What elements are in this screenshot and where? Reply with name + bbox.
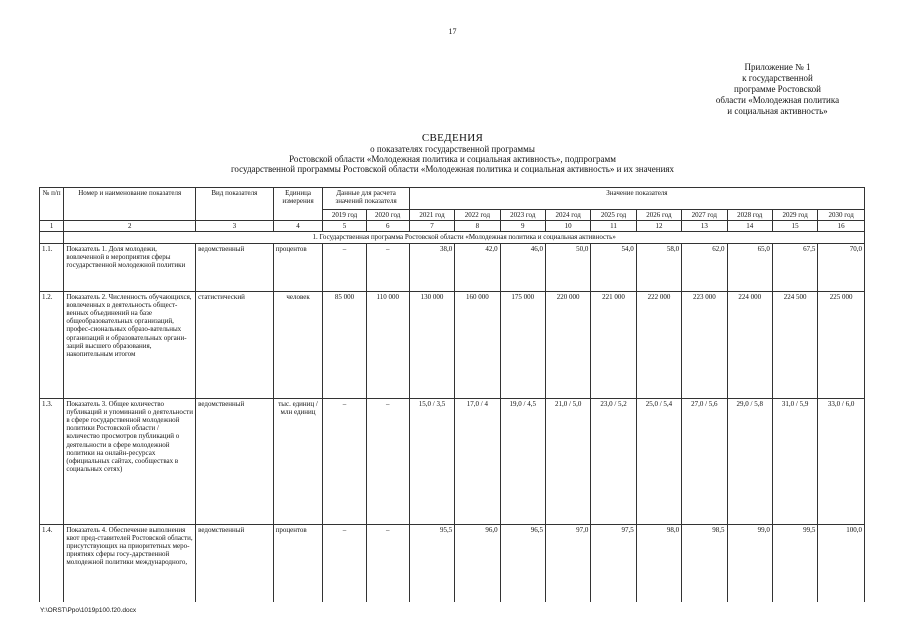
header-name: Номер и наименование показателя — [64, 188, 196, 221]
row-value: 17,0 / 4 — [455, 398, 500, 524]
annex-line: программе Ростовской — [734, 84, 821, 94]
row-value: 65,0 — [727, 243, 772, 291]
row-value: 50,0 — [545, 243, 590, 291]
row-value: 67,5 — [772, 243, 817, 291]
row-value: 160 000 — [455, 291, 500, 398]
annex-block — [690, 62, 865, 117]
row-value: 99,0 — [727, 524, 772, 602]
header-year: 2019 год — [323, 210, 366, 221]
col-number: 6 — [366, 221, 409, 232]
row-value: 97,0 — [545, 524, 590, 602]
row-value: 222 000 — [636, 291, 681, 398]
header-year: 2021 год — [409, 210, 454, 221]
header-year: 2024 год — [545, 210, 590, 221]
col-number: 14 — [727, 221, 772, 232]
row-value: 130 000 — [409, 291, 454, 398]
annex-line: Приложение № 1 — [744, 62, 811, 72]
header-year: 2020 год — [366, 210, 409, 221]
col-number: 8 — [455, 221, 500, 232]
document-subtitle-line: Ростовской области «Молодежная политика и социальная активность», подпрограмм — [289, 154, 616, 164]
page-number: 17 — [448, 27, 457, 36]
header-year: 2027 год — [682, 210, 727, 221]
row-value: – — [323, 524, 366, 602]
table-row — [40, 243, 865, 291]
header-year: 2026 год — [636, 210, 681, 221]
row-value: 58,0 — [636, 243, 681, 291]
section-empty — [40, 232, 64, 243]
col-number: 15 — [772, 221, 817, 232]
row-value: – — [366, 524, 409, 602]
row-num: 1.3. — [40, 398, 64, 524]
col-number: 5 — [323, 221, 366, 232]
row-value: 110 000 — [366, 291, 409, 398]
header-year: 2029 год — [772, 210, 817, 221]
header-num: № п/п — [40, 188, 64, 221]
header-year: 2022 год — [455, 210, 500, 221]
row-value: 23,0 / 5,2 — [591, 398, 636, 524]
header-year: 2030 год — [818, 210, 865, 221]
row-value: 96,5 — [500, 524, 545, 602]
header-kind: Вид показателя — [196, 188, 274, 221]
row-value: 99,5 — [772, 524, 817, 602]
col-number: 3 — [196, 221, 274, 232]
row-unit: процентов — [273, 243, 323, 291]
row-unit: человек — [273, 291, 323, 398]
row-value: 98,5 — [682, 524, 727, 602]
row-value: 98,0 — [636, 524, 681, 602]
table-row — [40, 291, 865, 398]
header-values: Значение показателя — [409, 188, 864, 210]
document-heading — [0, 132, 905, 174]
row-kind: ведомственный — [196, 524, 274, 602]
row-kind: ведомственный — [196, 243, 274, 291]
col-number: 2 — [64, 221, 196, 232]
row-value: 54,0 — [591, 243, 636, 291]
section-title: 1. Государственная программа Ростовской области «Молодежная политика и социальная активность» — [64, 232, 865, 243]
col-number: 1 — [40, 221, 64, 232]
document-subtitle-line: о показателях государственной программы — [370, 144, 535, 154]
annex-line: и социальная активность» — [727, 106, 828, 116]
row-value: 42,0 — [455, 243, 500, 291]
col-number: 10 — [545, 221, 590, 232]
file-path-footer: Y:\ORST\Ppo\1019p100.f20.docx — [40, 607, 137, 614]
row-value: 21,0 / 5,0 — [545, 398, 590, 524]
row-value: 224 000 — [727, 291, 772, 398]
row-value: 15,0 / 3,5 — [409, 398, 454, 524]
row-value: 175 000 — [500, 291, 545, 398]
document-subtitle-line: государственной программы Ростовской области «Молодежная политика и социальная активность» и их значениях — [230, 164, 675, 174]
row-value: – — [366, 243, 409, 291]
row-value: 31,0 / 5,9 — [772, 398, 817, 524]
row-name: Показатель 4. Обеспечение выполнения квот пред-ставителей Ростовской области, присутствующих на приоритетных меро-приятиях сферы госу-дарственной молодежной политики международного, — [64, 524, 196, 602]
row-value: 223 000 — [682, 291, 727, 398]
annex-line: области «Молодежная политика — [715, 95, 840, 105]
row-value: 25,0 / 5,4 — [636, 398, 681, 524]
row-value: 95,5 — [409, 524, 454, 602]
row-value: 62,0 — [682, 243, 727, 291]
row-name: Показатель 1. Доля молодежи, вовлеченной в мероприятия сферы государственной молодежной политики — [64, 243, 196, 291]
row-value: 19,0 / 4,5 — [500, 398, 545, 524]
col-number: 13 — [682, 221, 727, 232]
indicators-table — [39, 187, 865, 602]
row-kind: статистический — [196, 291, 274, 398]
row-value: 100,0 — [818, 524, 865, 602]
row-value: 29,0 / 5,8 — [727, 398, 772, 524]
table-row — [40, 524, 865, 602]
annex-line: к государственной — [742, 73, 813, 83]
row-num: 1.2. — [40, 291, 64, 398]
row-name: Показатель 2. Численность обучающихся, вовлеченных в деятельность общест-венных объединений на базе общеобразовательных организаций, профес-сиональных образо-вательных организаций и образовательных органи-заций высшего образования, накопительным итогом — [64, 291, 196, 398]
row-value: 225 000 — [818, 291, 865, 398]
row-value: 221 000 — [591, 291, 636, 398]
col-number: 9 — [500, 221, 545, 232]
row-num: 1.4. — [40, 524, 64, 602]
header-base: Данные для расчета значений показателя — [323, 188, 409, 210]
header-year: 2023 год — [500, 210, 545, 221]
col-number: 4 — [273, 221, 323, 232]
document-title: СВЕДЕНИЯ — [421, 132, 484, 144]
row-value: 96,0 — [455, 524, 500, 602]
table-row — [40, 398, 865, 524]
col-number: 11 — [591, 221, 636, 232]
row-unit: процентов — [273, 524, 323, 602]
row-value: 220 000 — [545, 291, 590, 398]
row-value: 70,0 — [818, 243, 865, 291]
header-unit: Единица измерения — [273, 188, 323, 221]
row-name: Показатель 3. Общее количество публикаций и упоминаний о деятельности в сфере государственной молодежной политики Ростовской области / количество просмотров публикаций о деятельности в сфере молодежной политики на онлайн-ресурсах (официальных сайтах, сообществах в социальных сетях) — [64, 398, 196, 524]
row-value: – — [366, 398, 409, 524]
row-value: 38,0 — [409, 243, 454, 291]
row-unit: тыс. единиц / млн единиц — [273, 398, 323, 524]
row-value: – — [323, 243, 366, 291]
row-num: 1.1. — [40, 243, 64, 291]
header-year: 2028 год — [727, 210, 772, 221]
col-number: 16 — [818, 221, 865, 232]
col-number: 7 — [409, 221, 454, 232]
row-kind: ведомственный — [196, 398, 274, 524]
row-value: 27,0 / 5,6 — [682, 398, 727, 524]
row-value: 33,0 / 6,0 — [818, 398, 865, 524]
col-number: 12 — [636, 221, 681, 232]
row-value: 85 000 — [323, 291, 366, 398]
header-year: 2025 год — [591, 210, 636, 221]
row-value: – — [323, 398, 366, 524]
row-value: 46,0 — [500, 243, 545, 291]
row-value: 224 500 — [772, 291, 817, 398]
row-value: 97,5 — [591, 524, 636, 602]
